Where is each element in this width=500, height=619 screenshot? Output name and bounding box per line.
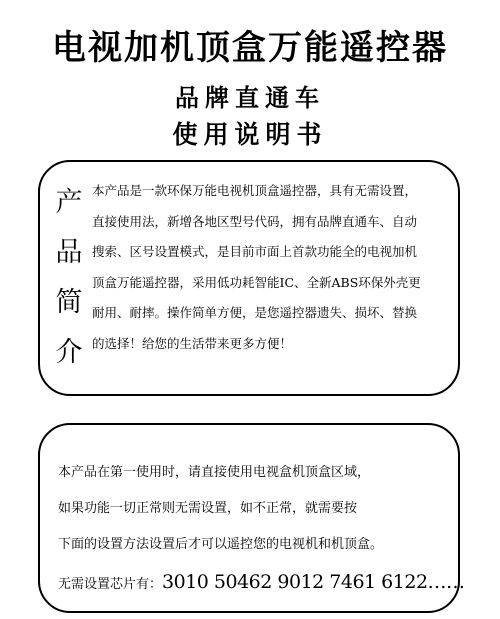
intro-line: 的选择！给您的生活带来更多方便！	[92, 335, 293, 351]
usage-line: 下面的设置方法设置后才可以遥控您的电视机和机顶盒。	[58, 537, 384, 552]
intro-label-char: 介	[55, 337, 83, 368]
usage-line: 本产品在第一使用时，请直接使用电视盒机顶盒区域，	[58, 465, 371, 480]
usage-line: 如果功能一切正常则无需设置，如不正常，就需要按	[58, 501, 358, 516]
intro-vertical-label	[52, 178, 86, 378]
intro-line: 本产品是一款环保万能电视机顶盒遥控器，具有无需设置，	[92, 183, 418, 198]
intro-line: 顶盒万能遥控器，采用低功耗智能IC、全新ABS环保外壳更	[92, 274, 421, 290]
intro-label-char: 品	[55, 237, 83, 268]
usage-box	[38, 423, 465, 613]
page-subtitle: 品牌直通车	[175, 83, 325, 112]
product-intro-box	[38, 160, 460, 396]
intro-text	[92, 176, 448, 359]
intro-line: 耐用、耐摔。操作简单方便，是您遥控器遗失、损坏、替换	[92, 305, 418, 320]
chip-list	[58, 571, 465, 593]
manual-heading: 使用说明书	[172, 120, 328, 149]
usage-text	[58, 455, 448, 563]
chip-label: 无需设置芯片有：	[58, 577, 163, 592]
chip-codes: 3010 50462 9012 7461 6122……	[162, 571, 465, 593]
intro-label-char: 简	[55, 287, 83, 318]
intro-line: 搜索、区号设置模式，是目前市面上首款功能全的电视加机	[92, 244, 418, 259]
intro-label-char: 产	[55, 187, 83, 218]
page-title: 电视加机顶盒万能遥控器	[52, 28, 448, 68]
intro-line: 直接使用法，新增各地区型号代码，拥有品牌直通车、自动	[92, 213, 418, 229]
